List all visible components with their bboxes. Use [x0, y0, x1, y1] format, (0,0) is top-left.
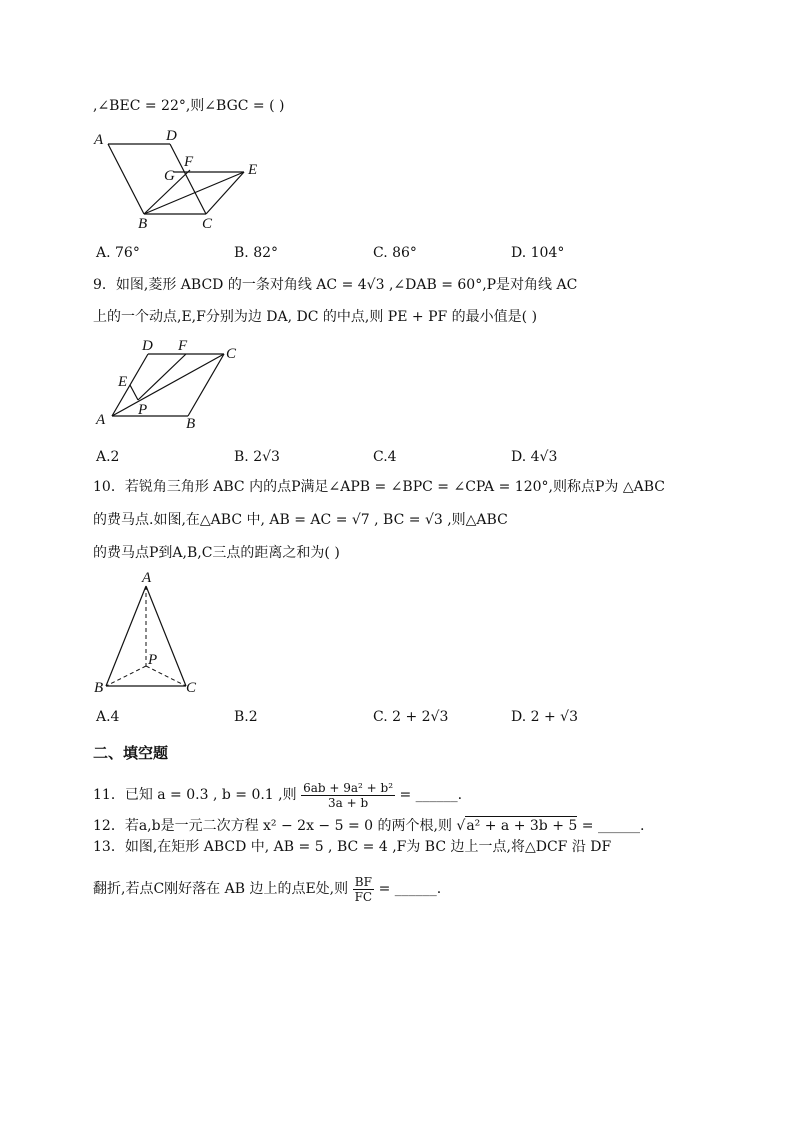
q10-option-b: B.2 [234, 709, 258, 725]
q13-prefix: 翻折,若点C刚好落在 AB 边上的点E处,则 [93, 881, 349, 897]
q9-label-P: P [138, 402, 148, 418]
q9-option-a: A.2 [96, 449, 120, 465]
q9-label-D: D [142, 338, 153, 354]
q10-option-d: D. 2 + √3 [511, 709, 578, 725]
q8-label-D: D [166, 128, 177, 144]
q9-option-b: B. 2√3 [234, 449, 280, 465]
q13-fraction [353, 875, 375, 904]
q10-label-B: B [94, 680, 104, 696]
q8-label-A: A [94, 132, 104, 148]
q10-label-A: A [142, 570, 152, 586]
q10-line3: 的费马点P到A,B,C三点的距离之和为( ) [93, 545, 340, 561]
q12-sqrt-sign: √ [456, 818, 466, 834]
q8-label-G: G [164, 168, 175, 184]
q8-label-E: E [248, 162, 258, 178]
q12-radicand: a² + a + 3b + 5 [466, 818, 578, 834]
q13-line1: 13．如图,在矩形 ABCD 中, AB = 5 , BC = 4 ,F为 BC 边上一点,将△DCF 沿 DF [93, 839, 612, 855]
q12-suffix: = ______. [581, 818, 645, 834]
q9-option-d: D. 4√3 [511, 449, 558, 465]
q8-option-b: B. 82° [234, 245, 279, 261]
q12-line [93, 816, 644, 835]
q8-label-B: B [138, 216, 148, 230]
q8-option-d: D. 104° [511, 245, 565, 261]
q8-stem-tail: ,∠BEC = 22°,则∠BGC = ( ) [93, 98, 285, 114]
q9-label-A: A [96, 412, 106, 428]
q9-line1: 9．如图,菱形 ABCD 的一条对角线 AC = 4√3 ,∠DAB = 60°,P是对角线 AC [93, 277, 578, 293]
q9-figure [92, 336, 252, 432]
section-heading-fill-in: 二、填空题 [93, 744, 169, 762]
q12-prefix: 12．若a,b是一元二次方程 x² − 2x − 5 = 0 的两个根,则 [93, 818, 452, 834]
q10-option-c: C. 2 + 2√3 [373, 709, 449, 725]
q9-label-F: F [178, 338, 188, 354]
q10-label-C: C [186, 680, 197, 696]
q9-option-c: C.4 [373, 449, 397, 465]
q8-label-F: F [184, 154, 194, 170]
q13-numerator: BF [353, 875, 375, 890]
q10-line1: 10．若锐角三角形 ABC 内的点P满足∠APB = ∠BPC = ∠CPA = 120°,则称点P为 △ABC [93, 479, 665, 495]
q11-line [93, 778, 462, 812]
q13-line2 [93, 872, 441, 906]
q11-denominator: 3a + b [327, 795, 369, 810]
q11-suffix: = ______. [399, 787, 463, 803]
q13-suffix: = ______. [378, 881, 442, 897]
q13-denominator: FC [354, 889, 373, 904]
q10-line2: 的费马点.如图,在△ABC 中, AB = AC = √7 , BC = √3 ,则△ABC [93, 512, 508, 528]
q10-label-P: P [148, 652, 158, 668]
q10-figure [92, 568, 212, 698]
q8-option-a: A. 76° [96, 245, 140, 261]
q9-label-B: B [186, 416, 196, 432]
q11-numerator: 6ab + 9a² + b² [303, 780, 394, 795]
q11-prefix: 11．已知 a = 0.3 , b = 0.1 ,则 [93, 787, 297, 803]
q9-label-E: E [118, 374, 128, 390]
q9-line2: 上的一个动点,E,F分别为边 DA, DC 的中点,则 PE + PF 的最小值是( ) [93, 309, 538, 325]
q11-fraction [301, 781, 395, 810]
q10-option-a: A.4 [96, 709, 120, 725]
q8-option-c: C. 86° [373, 245, 417, 261]
q9-label-C: C [226, 346, 237, 362]
q8-figure [92, 124, 272, 230]
q8-label-C: C [202, 216, 213, 230]
